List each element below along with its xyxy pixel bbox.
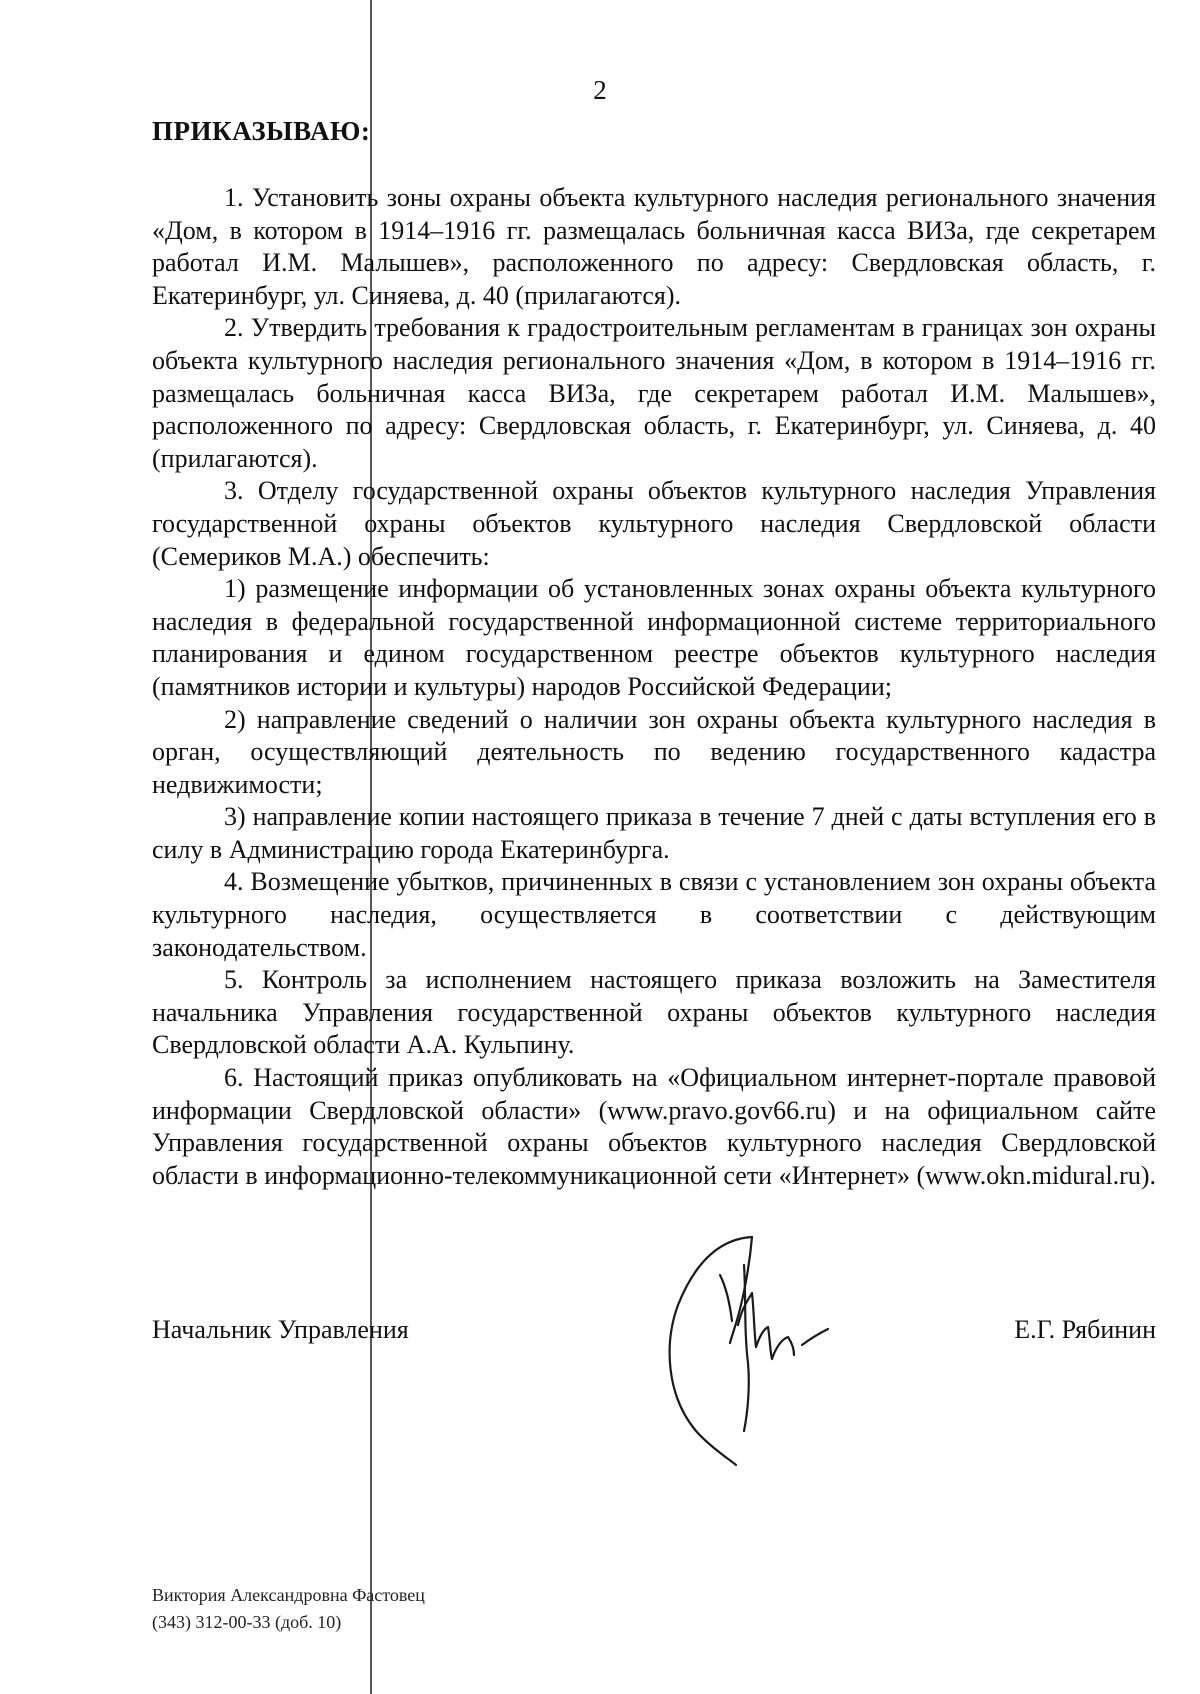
order-body xyxy=(152,182,1156,1192)
order-heading: ПРИКАЗЫВАЮ: xyxy=(152,116,371,146)
order-subitem-3: 3) направление копии настоящего приказа в течение 7 дней с даты вступления его в силу в Администрацию города Екатеринбурга. xyxy=(152,802,1156,864)
handwritten-signature xyxy=(660,1235,910,1495)
signature-block xyxy=(152,1313,1156,1353)
order-subitem-2: 2) направление сведений о наличии зон охраны объекта культурного наследия в орган, осуществляющий деятельность по ведению государственного кадастра недвижимости; xyxy=(152,704,1156,799)
order-item-1: 1. Установить зоны охраны объекта культурного наследия регионального значения «Дом, в котором в 1914–1916 гг. размещалась больничная касса ВИЗа, где секретарем работал И.М. Малышев», расположенного по адресу: Свердловская область, г. Екатеринбург, ул. Синяева, д. 40 (прилагаются). xyxy=(152,183,1156,310)
signature-stroke-loop xyxy=(670,1237,752,1465)
page-number: 2 xyxy=(593,75,607,105)
signature-stroke-swash xyxy=(720,1275,732,1321)
signature-stroke-upper xyxy=(730,1237,752,1343)
signatory-title: Начальник Управления xyxy=(152,1315,409,1344)
signature-stroke-stem xyxy=(744,1265,749,1431)
executor-phone: (343) 312-00-33 (доб. 10) xyxy=(152,1612,342,1632)
order-item-5: 5. Контроль за исполнением настоящего приказа возложить на Заместителя начальника Управления государственной охраны объектов культурного наследия Свердловской области А.А. Кульпину. xyxy=(152,965,1156,1060)
order-item-3: 3. Отделу государственной охраны объектов культурного наследия Управления государственной охраны объектов культурного наследия Свердловской области (Семериков М.А.) обеспечить: xyxy=(152,476,1156,571)
order-item-2: 2. Утвердить требования к градостроительным регламентам в границах зон охраны объекта культурного наследия регионального значения «Дом, в котором в 1914–1916 гг. размещалась больничная касса ВИЗа, где секретарем работал И.М. Малышев», расположенного по адресу: Свердловская область, г. Екатеринбург, ул. Синяева, д. 40 (прилагаются). xyxy=(152,313,1156,473)
order-item-4: 4. Возмещение убытков, причиненных в связи с установлением зон охраны объекта культурного наследия, осуществляется в соответствии с действующим законодательством. xyxy=(152,867,1156,962)
signatory-name: Е.Г. Рябинин xyxy=(1014,1315,1156,1344)
order-subitem-1: 1) размещение информации об установленных зонах охраны объекта культурного наследия в федеральной государственной информационной системе территориального планирования и едином государственном реестре объектов культурного наследия (памятников истории и культуры) народов Российской Федерации; xyxy=(152,574,1156,701)
executor-info xyxy=(152,1582,425,1636)
executor-name: Виктория Александровна Фастовец xyxy=(152,1585,425,1605)
order-item-6: 6. Настоящий приказ опубликовать на «Официальном интернет-портале правовой информации Свердловской области» (www.pravo.gov66.ru) и на официальном сайте Управления государственной охраны объектов культурного наследия Свердловской области в информационно-телекоммуникационной сети «Интернет» (www.okn.midural.ru). xyxy=(152,1063,1156,1190)
signature-stroke-tail xyxy=(802,1329,828,1345)
